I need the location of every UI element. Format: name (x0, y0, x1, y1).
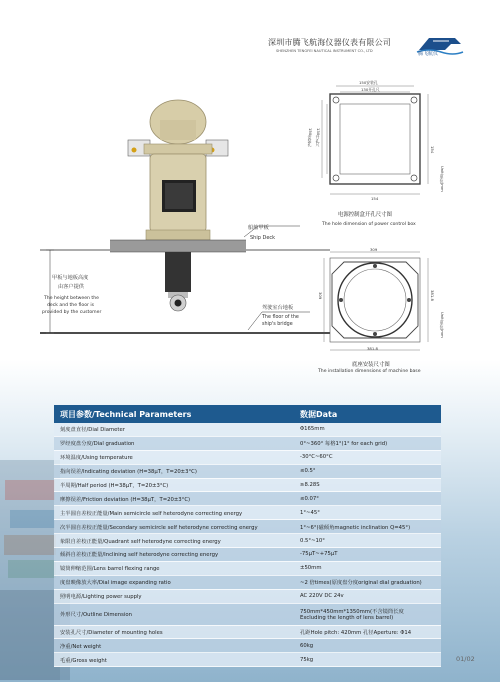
company-name-en: SHENZHEN TENGFEI NAUTICAL INSTRUMENT CO., LTD (276, 49, 373, 53)
parameter-name: 半周期/Half period (H=38μT，T=20±3°C) (54, 478, 294, 492)
base-dim-right: 381.8 (430, 290, 435, 301)
ship-deck-label-en: Ship Deck (250, 235, 276, 241)
table-row (54, 436, 441, 450)
table-row (54, 520, 441, 534)
parameter-name: 安装孔尺寸/Diameter of mounting holes (54, 625, 294, 639)
table-row (54, 492, 441, 506)
box-dim-left-2: 130开孔尺 (316, 128, 321, 147)
parameter-name: 毛重/Gross weight (54, 653, 294, 667)
parameter-value: ~2 倍times(原度盘分度original dial graduation) (294, 575, 441, 589)
bridge-floor-label-en-1: The floor of the (262, 315, 299, 320)
parameter-value: ±50mm (294, 561, 441, 575)
box-dim-right: 154 (430, 146, 435, 154)
parameter-name: 指向误差/Indicating deviation (H=38μT，T=20±3°C) (54, 464, 294, 478)
parameter-name: 次半圆自差校正能量/Secondary semicircle self heterodyne correcting energy (54, 520, 294, 534)
parameter-value: 750mm*450mm*1350mm(不含镜筒长度 (300, 609, 404, 616)
parameter-value: 1°~45° (294, 506, 441, 520)
box-dim-top-1: 150安装孔 (359, 80, 378, 85)
parameter-name: 罗经度盘分度/Dial graduation (54, 436, 294, 450)
base-dim-unit: Unit(单位)mm (440, 312, 445, 338)
parameter-value-multiline (294, 603, 441, 625)
parameter-name: 照明电源/Lighting power supply (54, 589, 294, 603)
technical-parameters-table (54, 405, 441, 667)
table-row (54, 589, 441, 603)
bridge-floor-label-cn: 驾驶室台地板 (262, 305, 294, 311)
logo-text: 腾飞航仪 (418, 51, 439, 57)
parameter-value: ≤0.5° (294, 464, 441, 478)
table-header-parameters: 项目参数/Technical Parameters (54, 405, 294, 423)
parameter-value: 0.5°~10° (294, 534, 441, 548)
parameter-name: 摩擦误差/Friction deviation (H=38μT，T=20±3°C) (54, 492, 294, 506)
parameter-value: ≤0.07° (294, 492, 441, 506)
parameter-name: 净重/Net weight (54, 639, 294, 653)
parameter-name: 外形尺寸/Outline Dimension (54, 603, 294, 625)
parameter-value: Φ165mm (294, 423, 441, 436)
parameter-value: 孔距Hole pitch: 420mm 孔径Aperture: Φ14 (294, 625, 441, 639)
table-header-data: 数据Data (294, 405, 441, 423)
table-row (54, 653, 441, 667)
base-dim-bottom: 381.8 (367, 346, 378, 351)
parameter-value-line2: Excluding the length of lens barrel) (300, 615, 394, 622)
parameter-value: 0°~360° 每格1°(1° for each grid) (294, 436, 441, 450)
box-dim-left-1: 150安装孔 (308, 128, 313, 147)
height-note-en-2: deck and the floor is (47, 303, 95, 308)
box-dim-top-2: 130开孔尺 (361, 87, 380, 92)
parameter-name: 倾斜自差校正能量/Inclining self heterodyne correcting energy (54, 548, 294, 562)
height-note-en-3: provided by the customer (42, 310, 102, 315)
parameter-name: 主半圆自差校正能量/Main semicircle self heterodyne correcting energy (54, 506, 294, 520)
table-row (54, 548, 441, 562)
base-dim-top: 309 (370, 247, 378, 252)
table-row (54, 603, 441, 625)
parameter-value: ≥8.28S (294, 478, 441, 492)
machine-base-drawing (324, 252, 428, 350)
table-row (54, 464, 441, 478)
bridge-floor-label-en-2: ship's bridge (262, 322, 293, 327)
table-header-row (54, 405, 441, 423)
power-box-drawing (322, 86, 428, 194)
parameter-name: 镜筒伸缩范围/Lens barrel flexing range (54, 561, 294, 575)
box-dim-bottom: 154 (371, 196, 379, 201)
height-note-cn-1: 甲板与地板高度 (52, 275, 89, 281)
parameter-name: 刻度盘直径/Dial Diameter (54, 423, 294, 436)
table-row (54, 450, 441, 464)
table-row (54, 534, 441, 548)
parameter-value: AC 220V DC 24v (294, 589, 441, 603)
box-caption-cn: 电源控制盒开孔尺寸图 (338, 212, 392, 218)
table-row (54, 639, 441, 653)
table-row (54, 561, 441, 575)
base-caption-cn: 底座安装尺寸图 (352, 362, 390, 368)
box-dim-unit: Unit(单位)mm (440, 166, 445, 192)
parameter-name: 环境温度/Using temperature (54, 450, 294, 464)
company-name-cn: 深圳市腾飞航海仪器仪表有限公司 (268, 38, 391, 47)
table-row (54, 625, 441, 639)
parameter-value: 1°~6°(磁倾角magnetic inclination Q=45°) (294, 520, 441, 534)
ship-deck-label-cn: 船舶甲板 (248, 225, 269, 231)
page-number: 01/02 (456, 655, 475, 663)
base-dim-left: 309 (318, 292, 323, 300)
box-caption-en: The hole dimension of power control box (322, 222, 416, 227)
parameter-value: 75kg (294, 653, 441, 667)
parameter-value: -75μT~+75μT (294, 548, 441, 562)
table-row (54, 506, 441, 520)
page-header (0, 0, 500, 60)
parameter-name: 象限自差校正能量/Quadrant self heterodyne correcting energy (54, 534, 294, 548)
base-caption-en: The installation dimensions of machine base (318, 369, 421, 374)
table-row (54, 575, 441, 589)
parameter-value: 60kg (294, 639, 441, 653)
height-note-cn-2: 由客户提供 (58, 284, 84, 290)
table-row (54, 478, 441, 492)
parameter-value: -30°C~60°C (294, 450, 441, 464)
height-note-en-1: The height between the (44, 296, 99, 301)
table-row (54, 423, 441, 436)
parameter-name: 度盘映像放大率/Dial image expanding ratio (54, 575, 294, 589)
